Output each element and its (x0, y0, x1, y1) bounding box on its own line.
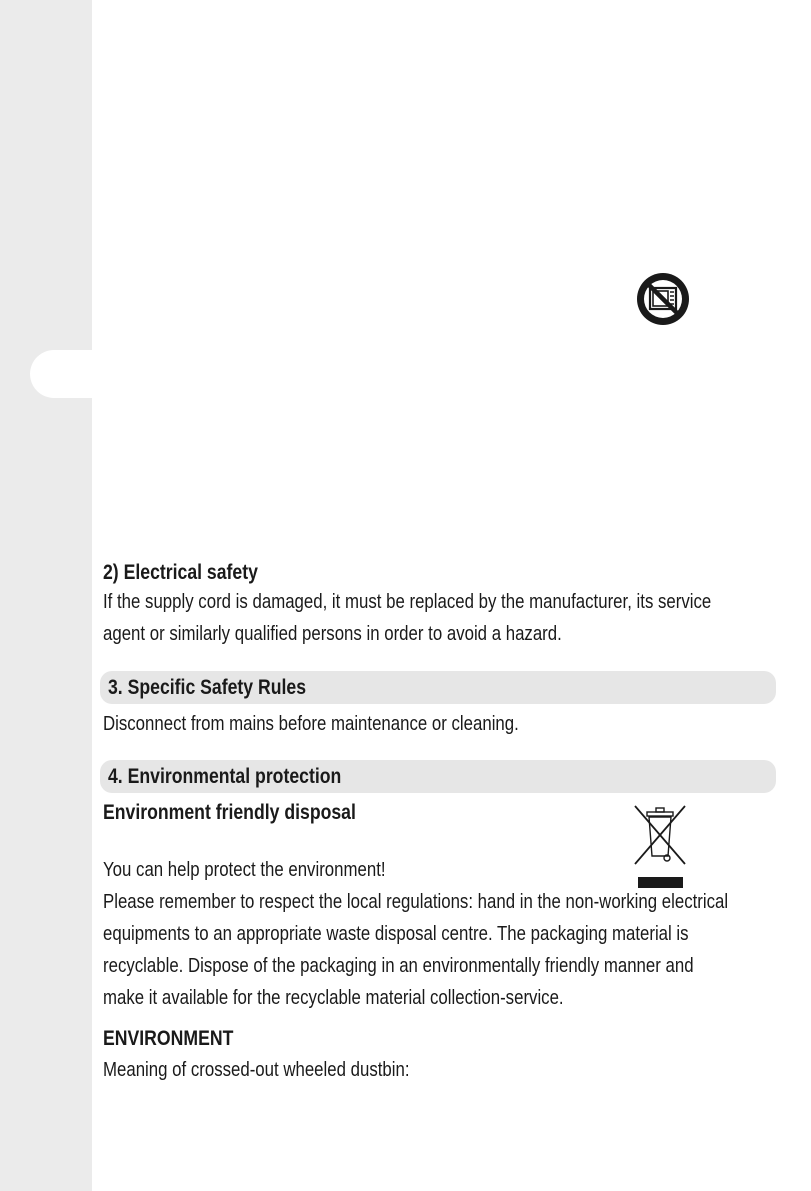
crossed-out-wheeled-bin-icon (630, 802, 690, 890)
environmental-protection-heading: 4. Environmental protection (108, 764, 342, 788)
electrical-safety-line: If the supply cord is damaged, it must be replaced by the manufacturer, its service (103, 590, 712, 613)
disposal-line: recyclable. Dispose of the packaging in an environmentally friendly manner and (103, 954, 694, 977)
disposal-line: equipments to an appropriate waste disposal centre. The packaging material is (103, 922, 689, 945)
environment-intro-line: You can help protect the environment! (103, 858, 386, 881)
section-bar-environmental-protection (100, 760, 776, 793)
disposal-instructions-text (103, 886, 778, 1014)
environment-friendly-disposal-heading: Environment friendly disposal (103, 801, 356, 824)
specific-rules-line: Disconnect from mains before maintenance or cleaning. (103, 712, 519, 735)
specific-rules-heading: 3. Specific Safety Rules (108, 675, 307, 699)
no-microwave-icon (636, 272, 690, 326)
specific-rules-text (103, 708, 778, 740)
section-bar-specific-rules (100, 671, 776, 704)
side-tab-marker (30, 350, 96, 398)
environment-text (103, 1054, 778, 1086)
environment-line: Meaning of crossed-out wheeled dustbin: (103, 1058, 410, 1081)
electrical-safety-heading: 2) Electrical safety (103, 561, 258, 584)
electrical-safety-text (103, 586, 778, 650)
disposal-line: Please remember to respect the local regulations: hand in the non-working electrical (103, 890, 729, 913)
side-margin-strip (0, 0, 92, 1191)
electrical-safety-line: agent or similarly qualified persons in order to avoid a hazard. (103, 622, 562, 645)
environment-heading: ENVIRONMENT (103, 1027, 234, 1050)
disposal-line: make it available for the recyclable material collection-service. (103, 986, 564, 1009)
